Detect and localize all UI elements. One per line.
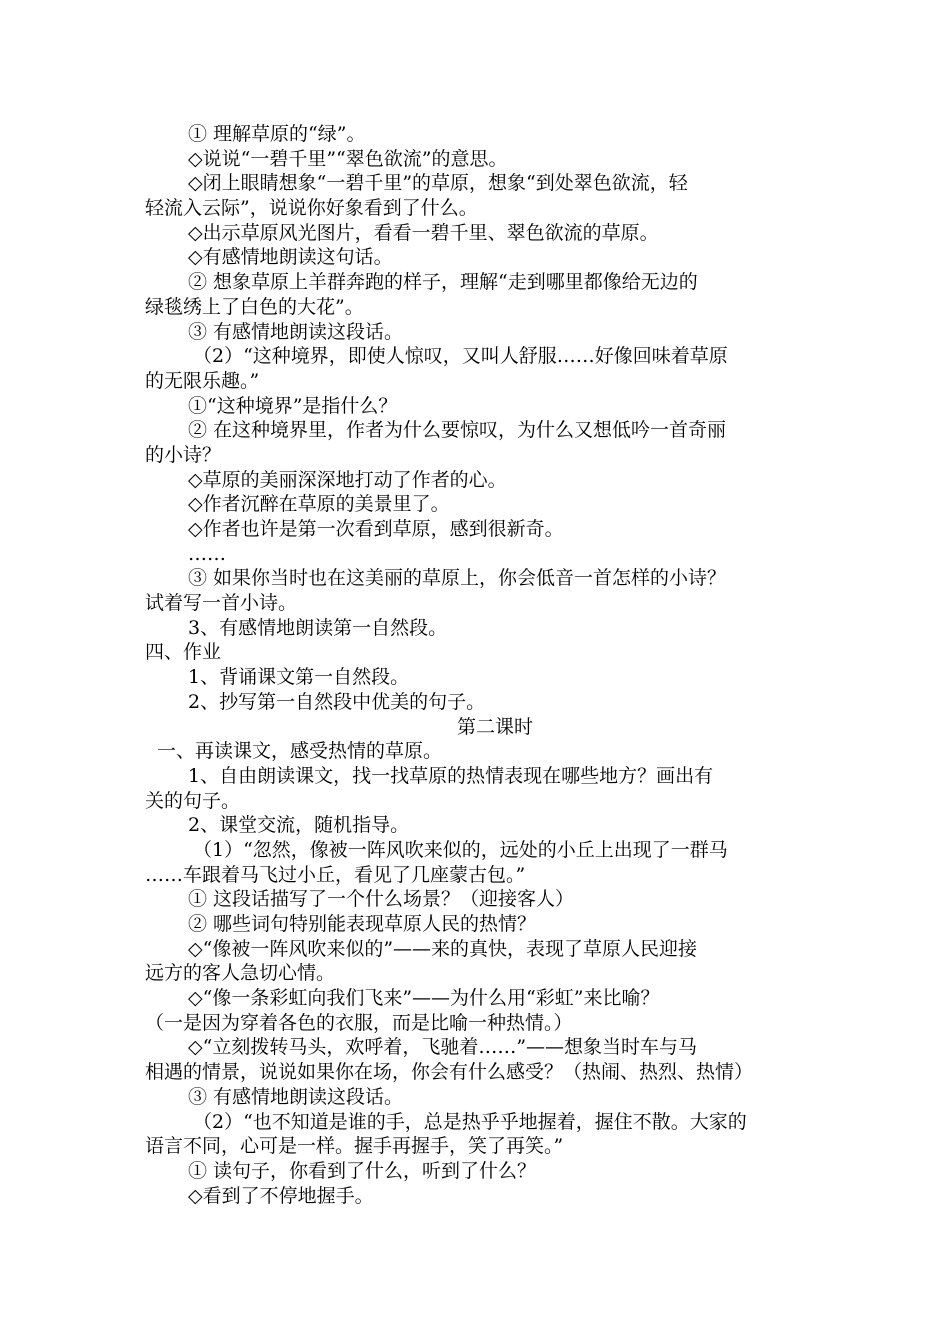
- text-line: ①“这种境界”是指什么？: [188, 394, 398, 417]
- text-line: 相遇的情景，说说如果你在场，你会有什么感受？（热闹、热烈、热情）: [145, 1061, 754, 1084]
- text-line: 轻流入云际”，说说你好象看到了什么。: [145, 197, 478, 220]
- text-line: 1、自由朗读课文，找一找草原的热情表现在哪些地方？画出有: [188, 764, 714, 787]
- text-line: ② 哪些词句特别能表现草原人民的热情？: [188, 913, 537, 935]
- text-line: 第二课时: [456, 715, 533, 738]
- text-line: ◇“立刻拨转马头，欢呼着，飞驰着……”——想象当时车与马: [188, 1036, 698, 1059]
- text-line: 绿毯绣上了白色的大花”。: [145, 295, 364, 318]
- text-line: ◇有感情地朗读这句话。: [188, 246, 393, 269]
- text-line: 四、作业: [145, 641, 222, 664]
- text-line: 的无限乐趣。”: [145, 369, 260, 392]
- text-line: ◇闭上眼睛想象“一碧千里”的草原，想象“到处翠色欲流，轻: [188, 172, 688, 195]
- text-line: ② 想象草原上羊群奔跑的样子，理解“走到哪里都像给无边的: [188, 271, 698, 294]
- text-line: ① 理解草原的“绿”。: [188, 123, 366, 145]
- text-line: （1）“忽然，像被一阵风吹来似的，远处的小丘上出现了一群马: [193, 838, 728, 861]
- text-line: ◇草原的美丽深深地打动了作者的心。: [188, 468, 507, 491]
- text-line: 2、课堂交流，随机指导。: [188, 814, 410, 837]
- text-line: ◇出示草原风光图片，看看一碧千里、翠色欲流的草原。: [188, 221, 659, 244]
- text-line: ◇看到了不停地握手。: [188, 1184, 374, 1207]
- text-line: ◇说说“一碧千里”“翠色欲流”的意思。: [188, 147, 508, 170]
- text-line: ② 在这种境界里，作者为什么要惊叹，为什么又想低吟一首奇丽: [188, 419, 727, 442]
- text-line: 关的句子。: [145, 789, 241, 812]
- document-body: [145, 122, 820, 1208]
- text-line: 试着写一首小诗。: [145, 592, 298, 615]
- text-line: ③ 有感情地朗读这段话。: [188, 320, 404, 343]
- text-line: 3、有感情地朗读第一自然段。: [188, 616, 448, 639]
- text-line: 远方的客人急切心情。: [145, 962, 336, 985]
- text-line: 一、再读课文，感受热情的草原。: [157, 740, 443, 763]
- text-line: （2）“这种境界，即使人惊叹，又叫人舒服……好像回味着草原: [193, 345, 728, 368]
- text-line: ……: [188, 542, 226, 565]
- text-line: ◇“像一条彩虹向我们飞来”——为什么用“彩虹”来比喻？: [188, 987, 660, 1010]
- text-line: （一是因为穿着各色的衣服，而是比喻一种热情。）: [145, 1011, 573, 1034]
- text-line: ◇作者沉醉在草原的美景里了。: [188, 493, 450, 516]
- text-line: ◇“像被一阵风吹来似的”——来的真快，表现了草原人民迎接: [188, 937, 698, 960]
- text-line: 2、抄写第一自然段中优美的句子。: [188, 690, 486, 713]
- text-line: 语言不同，心可是一样。握手再握手，笑了再笑。”: [145, 1135, 564, 1158]
- text-line: ① 读句子，你看到了什么，听到了什么？: [188, 1159, 537, 1182]
- text-line: ◇作者也许是第一次看到草原，感到很新奇。: [188, 518, 564, 540]
- text-line: ③ 如果你当时也在这美丽的草原上，你会低音一首怎样的小诗？: [188, 567, 727, 590]
- text-line: 的小诗？: [145, 443, 222, 466]
- text-line: （2）“也不知道是谁的手，总是热乎乎地握着，握住不散。大家的: [193, 1110, 747, 1133]
- text-line: ……车跟着马飞过小丘，看见了几座蒙古包。”: [145, 863, 526, 886]
- text-line: ① 这段话描写了一个什么场景？（迎接客人）: [188, 888, 575, 911]
- text-line: ③ 有感情地朗读这段话。: [188, 1085, 404, 1108]
- text-line: 1、背诵课文第一自然段。: [188, 666, 410, 689]
